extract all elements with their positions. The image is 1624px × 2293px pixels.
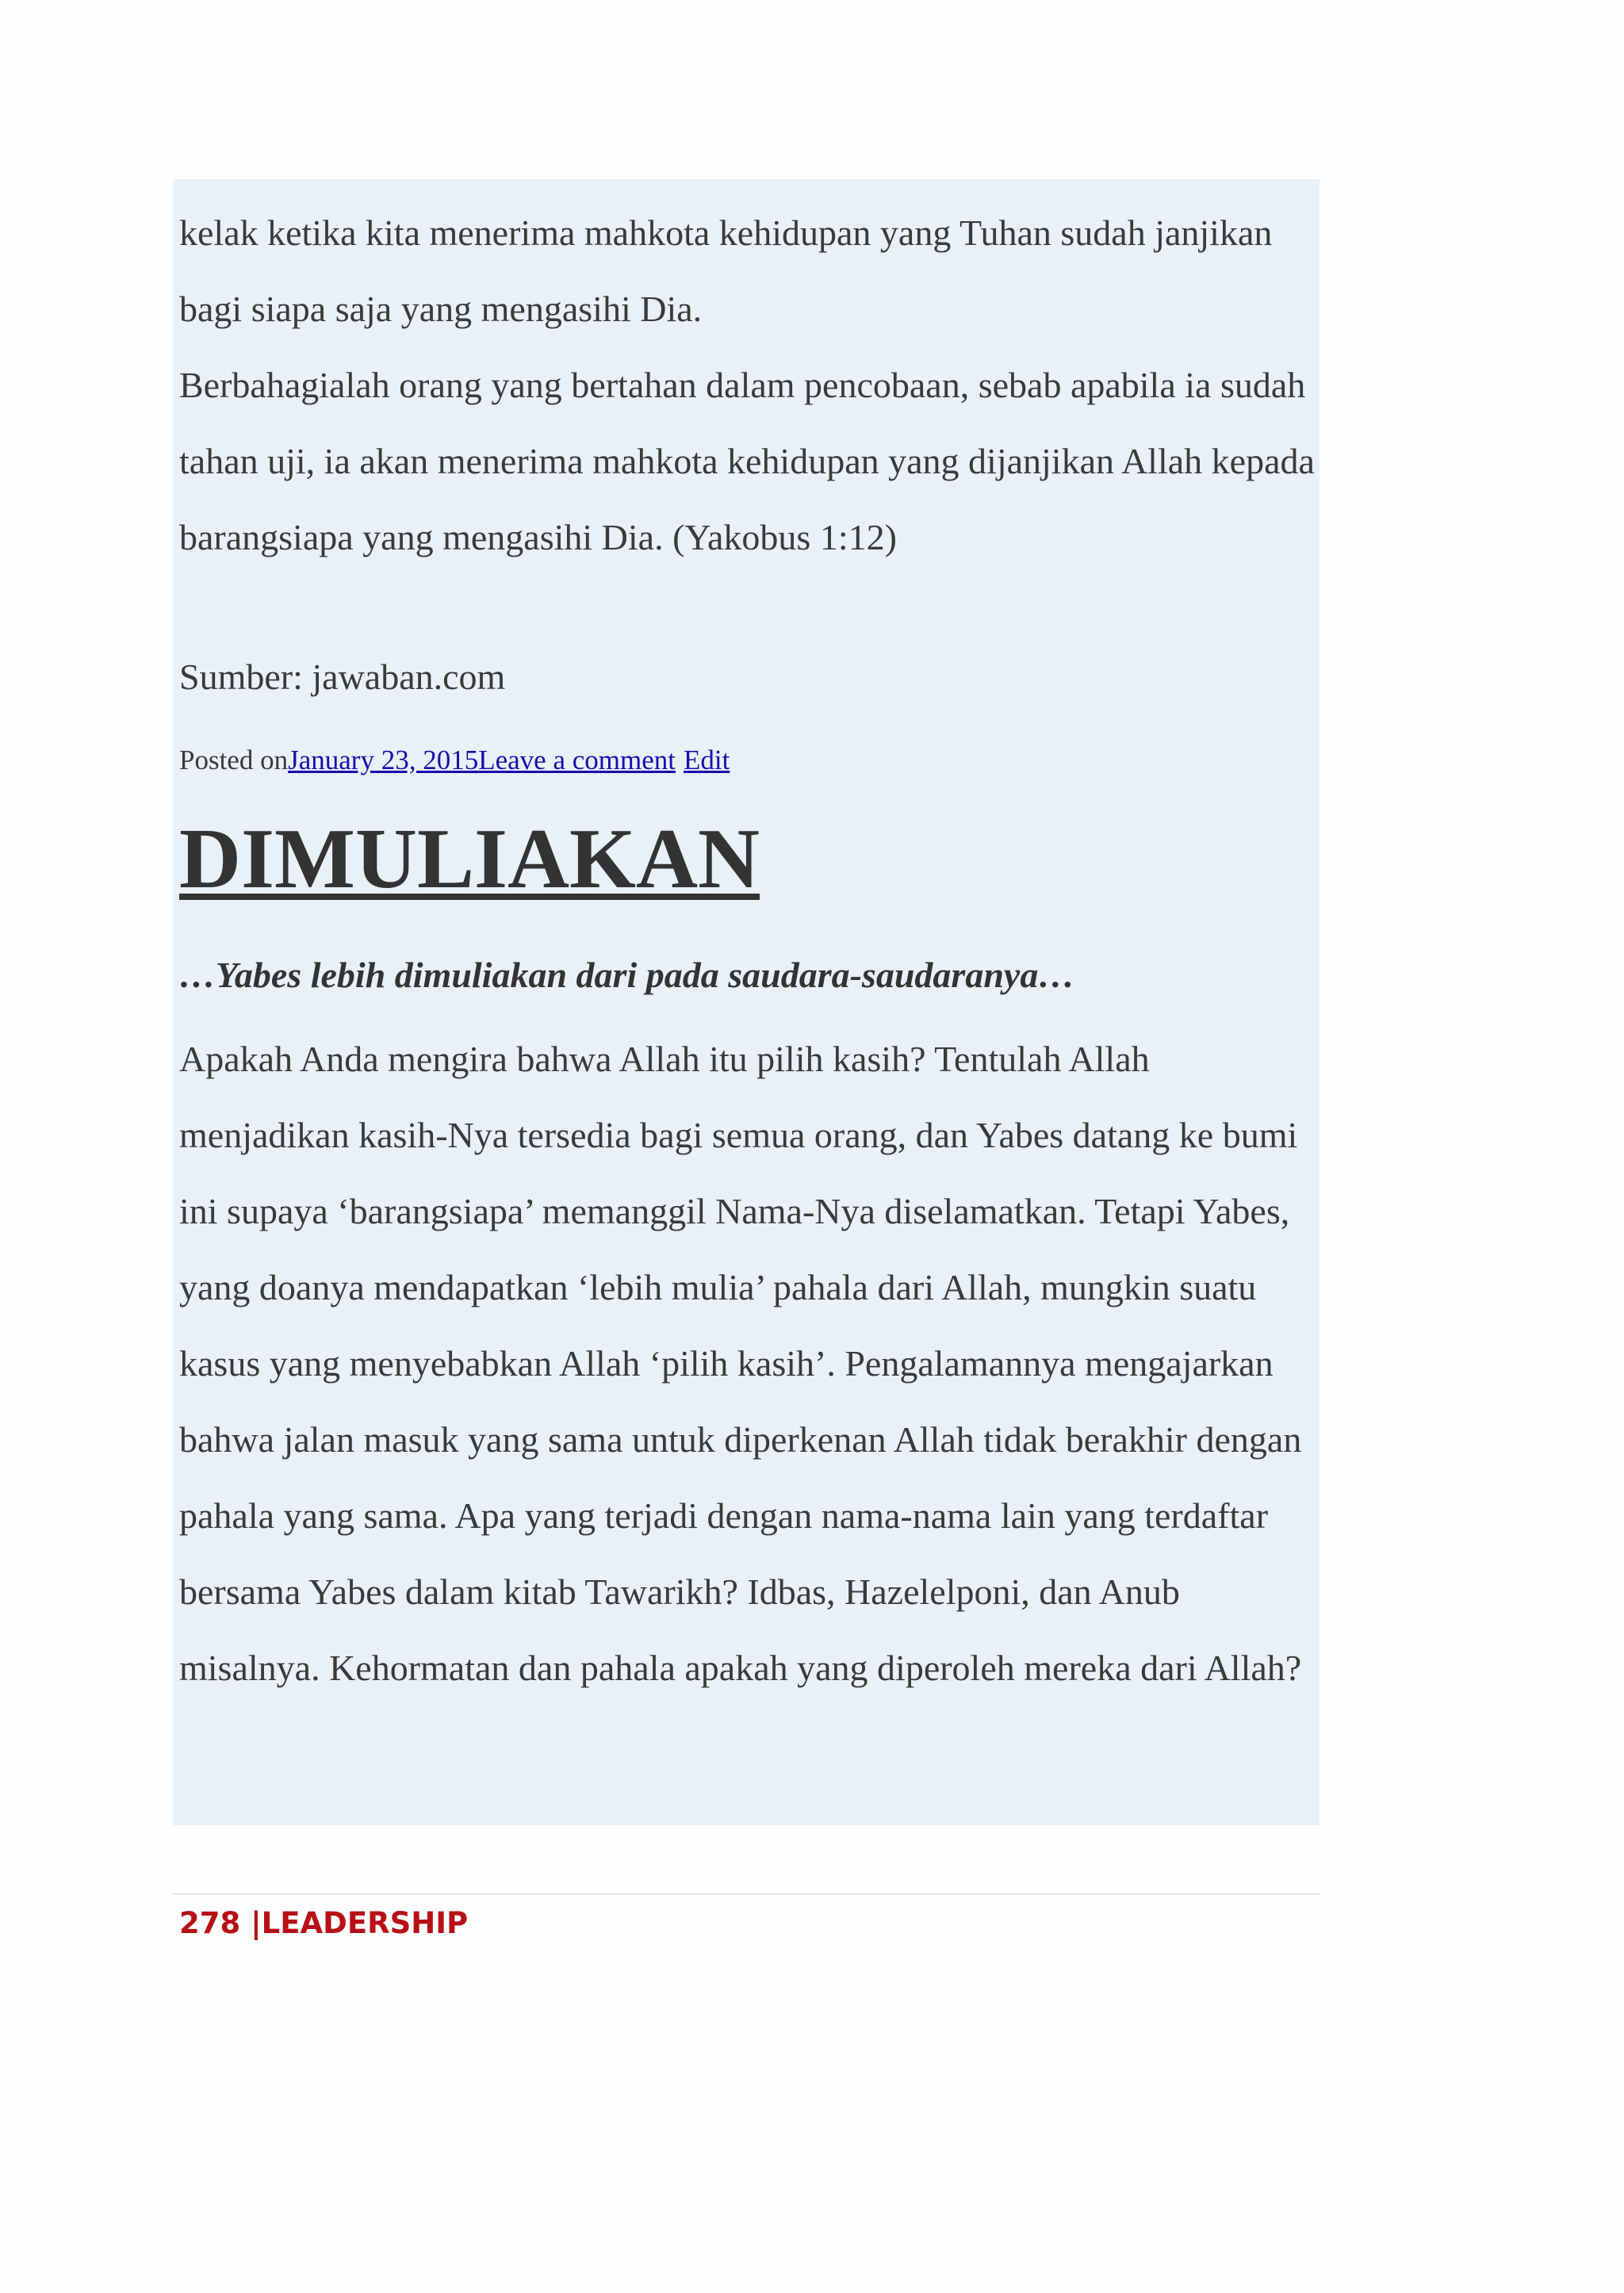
post-date-link[interactable]: January 23, 2015 [288, 745, 479, 775]
body-paragraph: Apakah Anda mengira bahwa Allah itu pilih kasih? Tentulah Allah menjadikan kasih-Nya tersedia bagi semua orang, dan Yabes datang ke bumi ini supaya ‘barangsiapa’ memanggil Nama-Nya diselamatkan. Tetapi Yabes, yang doanya mendapatkan ‘lebih mulia’ pahala dari Allah, mungkin suatu kasus yang menyebabkan Allah ‘pilih kasih’. Pengalamannya mengajarkan bahwa jalan masuk yang sama untuk diperkenan Allah tidak berakhir dengan pahala yang sama. Apa yang terjadi dengan nama-nama lain yang terdaftar bersama Yabes dalam kitab Tawarikh? Idbas, Hazelelponi, dan Anub misalnya. Kehormatan dan pahala apakah yang diperoleh mereka dari Allah? [179, 1039, 1302, 1688]
footer-divider [173, 1893, 1320, 1895]
post-meta [179, 743, 730, 778]
post-title: DIMULIAKAN [179, 812, 760, 906]
posted-on-label: Posted on [179, 745, 289, 775]
edit-link[interactable]: Edit [683, 745, 730, 775]
intro-paragraph: kelak ketika kita menerima mahkota kehidupan yang Tuhan sudah janjikan bagi siapa saja yang mengasihi Dia. [179, 212, 1273, 329]
leave-comment-link[interactable]: Leave a comment [478, 745, 676, 775]
page-footer: 278 |LEADERSHIP [179, 1906, 469, 1940]
verse-paragraph: Berbahagialah orang yang bertahan dalam pencobaan, sebab apabila ia sudah tahan uji, ia akan menerima mahkota kehidupan yang dijanjikan Allah kepada barangsiapa yang mengasihi Dia. (Yakobus 1:12) [179, 365, 1315, 557]
post-subtitle: …Yabes lebih dimuliakan dari pada saudara-saudaranya… [179, 955, 1075, 995]
source-line: Sumber: jawaban.com [179, 657, 506, 697]
